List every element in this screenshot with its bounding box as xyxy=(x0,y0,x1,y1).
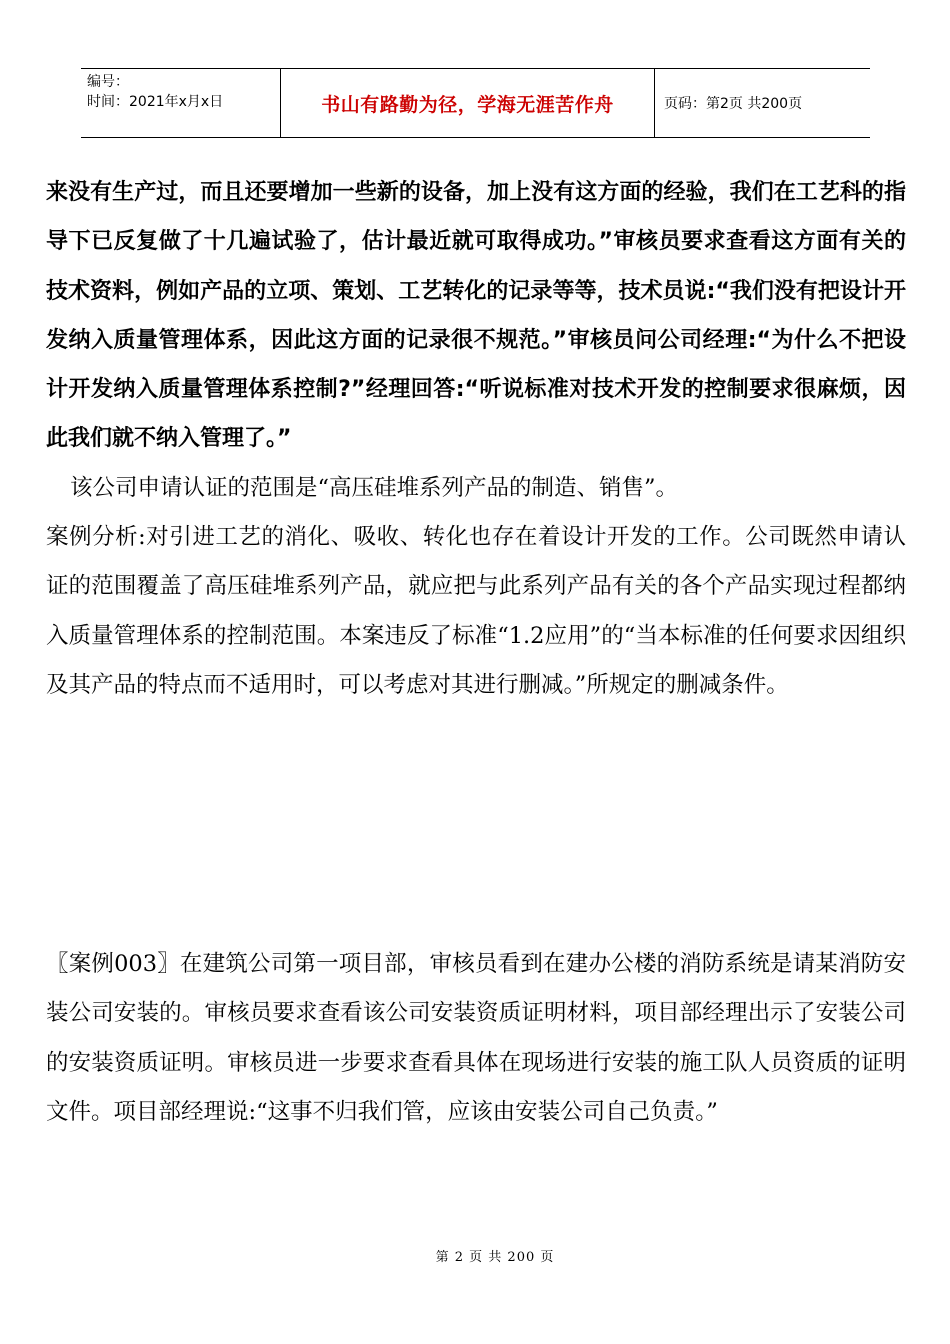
document-header xyxy=(81,68,870,138)
analysis-paragraph: 案例分析:对引进工艺的消化、吸收、转化也存在着设计开发的工作。公司既然申请认证的范围覆盖了高压硅堆系列产品，就应把与此系列产品有关的各个产品实现过程都纳入质量管理体系的控制范围。本案违反了标准“1.2应用”的“当本标准的任何要求因组织及其产品的特点而不适用时，可以考虑对其进行删减。”所规定的删减条件。 xyxy=(46,524,906,698)
document-body xyxy=(46,168,906,710)
scope-paragraph: 该公司申请认证的范围是“高压硅堆系列产品的制造、销售”。 xyxy=(70,474,679,501)
motto-text: 书山有路勤为径，学海无涯苦作舟 xyxy=(321,93,614,116)
header-page-cell xyxy=(655,69,870,137)
case-section xyxy=(46,940,906,1137)
page-info: 页码：第2页 共200页 xyxy=(664,96,803,112)
case-paragraph: 〖案例003〗在建筑公司第一项目部，审核员看到在建办公楼的消防系统是请某消防安装公司安装的。审核员要求查看该公司安装资质证明材料，项目部经理出示了安装公司的安装资质证明。审核员进一步要求查看具体在现场进行安装的施工队人员资质的证明文件。项目部经理说:“这事不归我们管，应该由安装公司自己负责。” xyxy=(46,951,906,1125)
page-footer xyxy=(0,1246,950,1265)
header-meta-cell xyxy=(81,69,281,137)
header-motto-cell xyxy=(281,69,655,137)
footer-page-number: 第 2 页 共 200 页 xyxy=(435,1250,555,1265)
dialogue-paragraph: 来没有生产过，而且还要增加一些新的设备，加上没有这方面的经验，我们在工艺科的指导下已反复做了十几遍试验了，估计最近就可取得成功。”审核员要求查看这方面有关的技术资料，例如产品的立项、策划、工艺转化的记录等等，技术员说:“我们没有把设计开发纳入质量管理体系，因此这方面的记录很不规范。”审核员问公司经理:“为什么不把设计开发纳入质量管理体系控制?”经理回答:“听说标准对技术开发的控制要求很麻烦，因此我们就不纳入管理了。” xyxy=(46,180,906,452)
time-label: 时间：2021年x月x日 xyxy=(87,94,224,110)
code-label: 编号： xyxy=(87,74,129,90)
